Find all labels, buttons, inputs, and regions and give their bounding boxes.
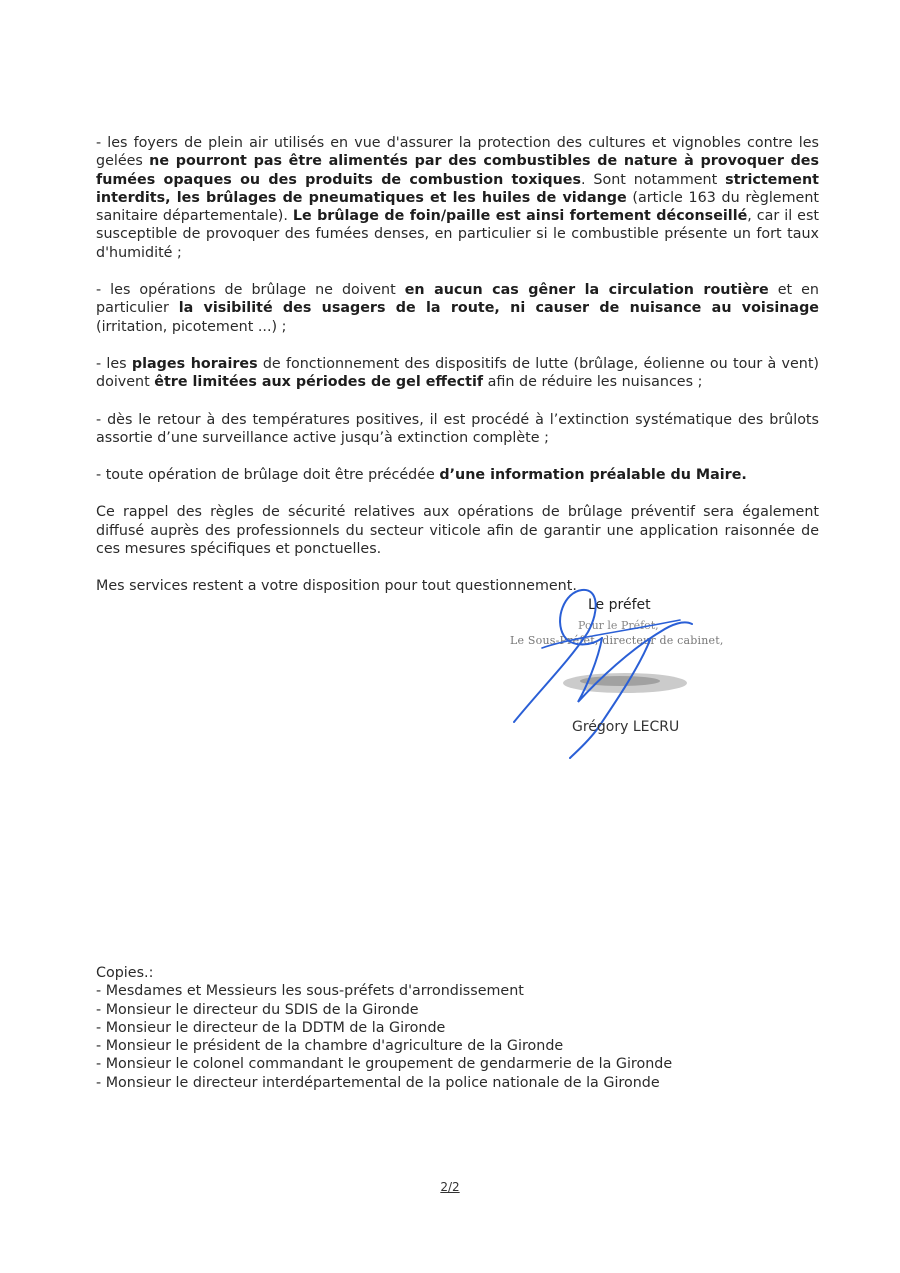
paragraph-circulation: - les opérations de brûlage ne doivent en aucun cas gêner la circulation routière et en particulier la visibilité des usagers de la route, ni causer de nuisance au voisinage (irritation, picotement ...) ; [96,282,819,335]
signature-block [500,580,760,760]
signatory-name: Grégory LECRU [572,719,680,735]
copy-recipient: - Mesdames et Messieurs les sous-préfets d'arrondissement [96,983,524,1000]
copies-list [96,982,796,1092]
paragraph-plages-horaires: - les plages horaires de fonctionnement des dispositifs de lutte (brûlage, éolienne ou tour à vent) doivent être limitées aux périodes de gel effectif afin de réduire les nuisances ; [96,355,819,391]
copy-recipient: - Monsieur le directeur de la DDTM de la Gironde [96,1019,446,1036]
stamp-line-pour-le-prefet: Pour le Préfet, [578,619,659,632]
paragraph-foyers: - les foyers de plein air utilisés en vue d'assurer la protection des cultures et vignobles contre les gelées ne pourront pas être alimentés par des combustibles de nature à provoquer des fumées opaques ou des produits de combustion toxiques. Sont notamment strictement interdits, les brûlages de pneumatiques et les huiles de vidange (article 163 du règlement sanitaire départementale). Le brûlage de foin/paille est ainsi fortement déconseillé, car il est susceptible de provoquer des fumées denses, en particulier si le combustible présente un fort taux d'humidité ; [96,135,820,261]
page-number: 2/2 [440,1180,460,1194]
paragraph-extinction: - dès le retour à des températures positives, il est procédé à l’extinction systématique des brûlots assortie d’une surveillance active jusqu’à extinction complète ; [96,411,819,446]
stamp-line-sous-prefet: Le Sous-Préfet, directeur de cabinet, [510,634,724,647]
copies-heading: Copies.: [96,965,154,981]
letter-body [96,134,819,615]
copy-recipient: - Monsieur le directeur interdépartemental de la police nationale de la Gironde [96,1074,660,1091]
copy-recipient: - Monsieur le directeur du SDIS de la Gironde [96,1001,419,1018]
paragraph-disposition: Mes services restent a votre disposition pour tout questionnement. [96,578,577,595]
copy-recipient: - Monsieur le président de la chambre d'agriculture de la Gironde [96,1038,564,1055]
signatory-title: Le préfet [588,597,651,613]
copies-section [96,964,796,1092]
paragraph-information-maire: - toute opération de brûlage doit être précédée d’une information préalable du Maire. [96,467,747,484]
copy-recipient: - Monsieur le colonel commandant le groupement de gendarmerie de la Gironde [96,1056,673,1073]
paragraph-rappel: Ce rappel des règles de sécurité relatives aux opérations de brûlage préventif sera également diffusé auprès des professionnels du secteur viticole afin de garantir une application raisonnée de ces mesures spécifiques et ponctuelles. [96,504,819,558]
